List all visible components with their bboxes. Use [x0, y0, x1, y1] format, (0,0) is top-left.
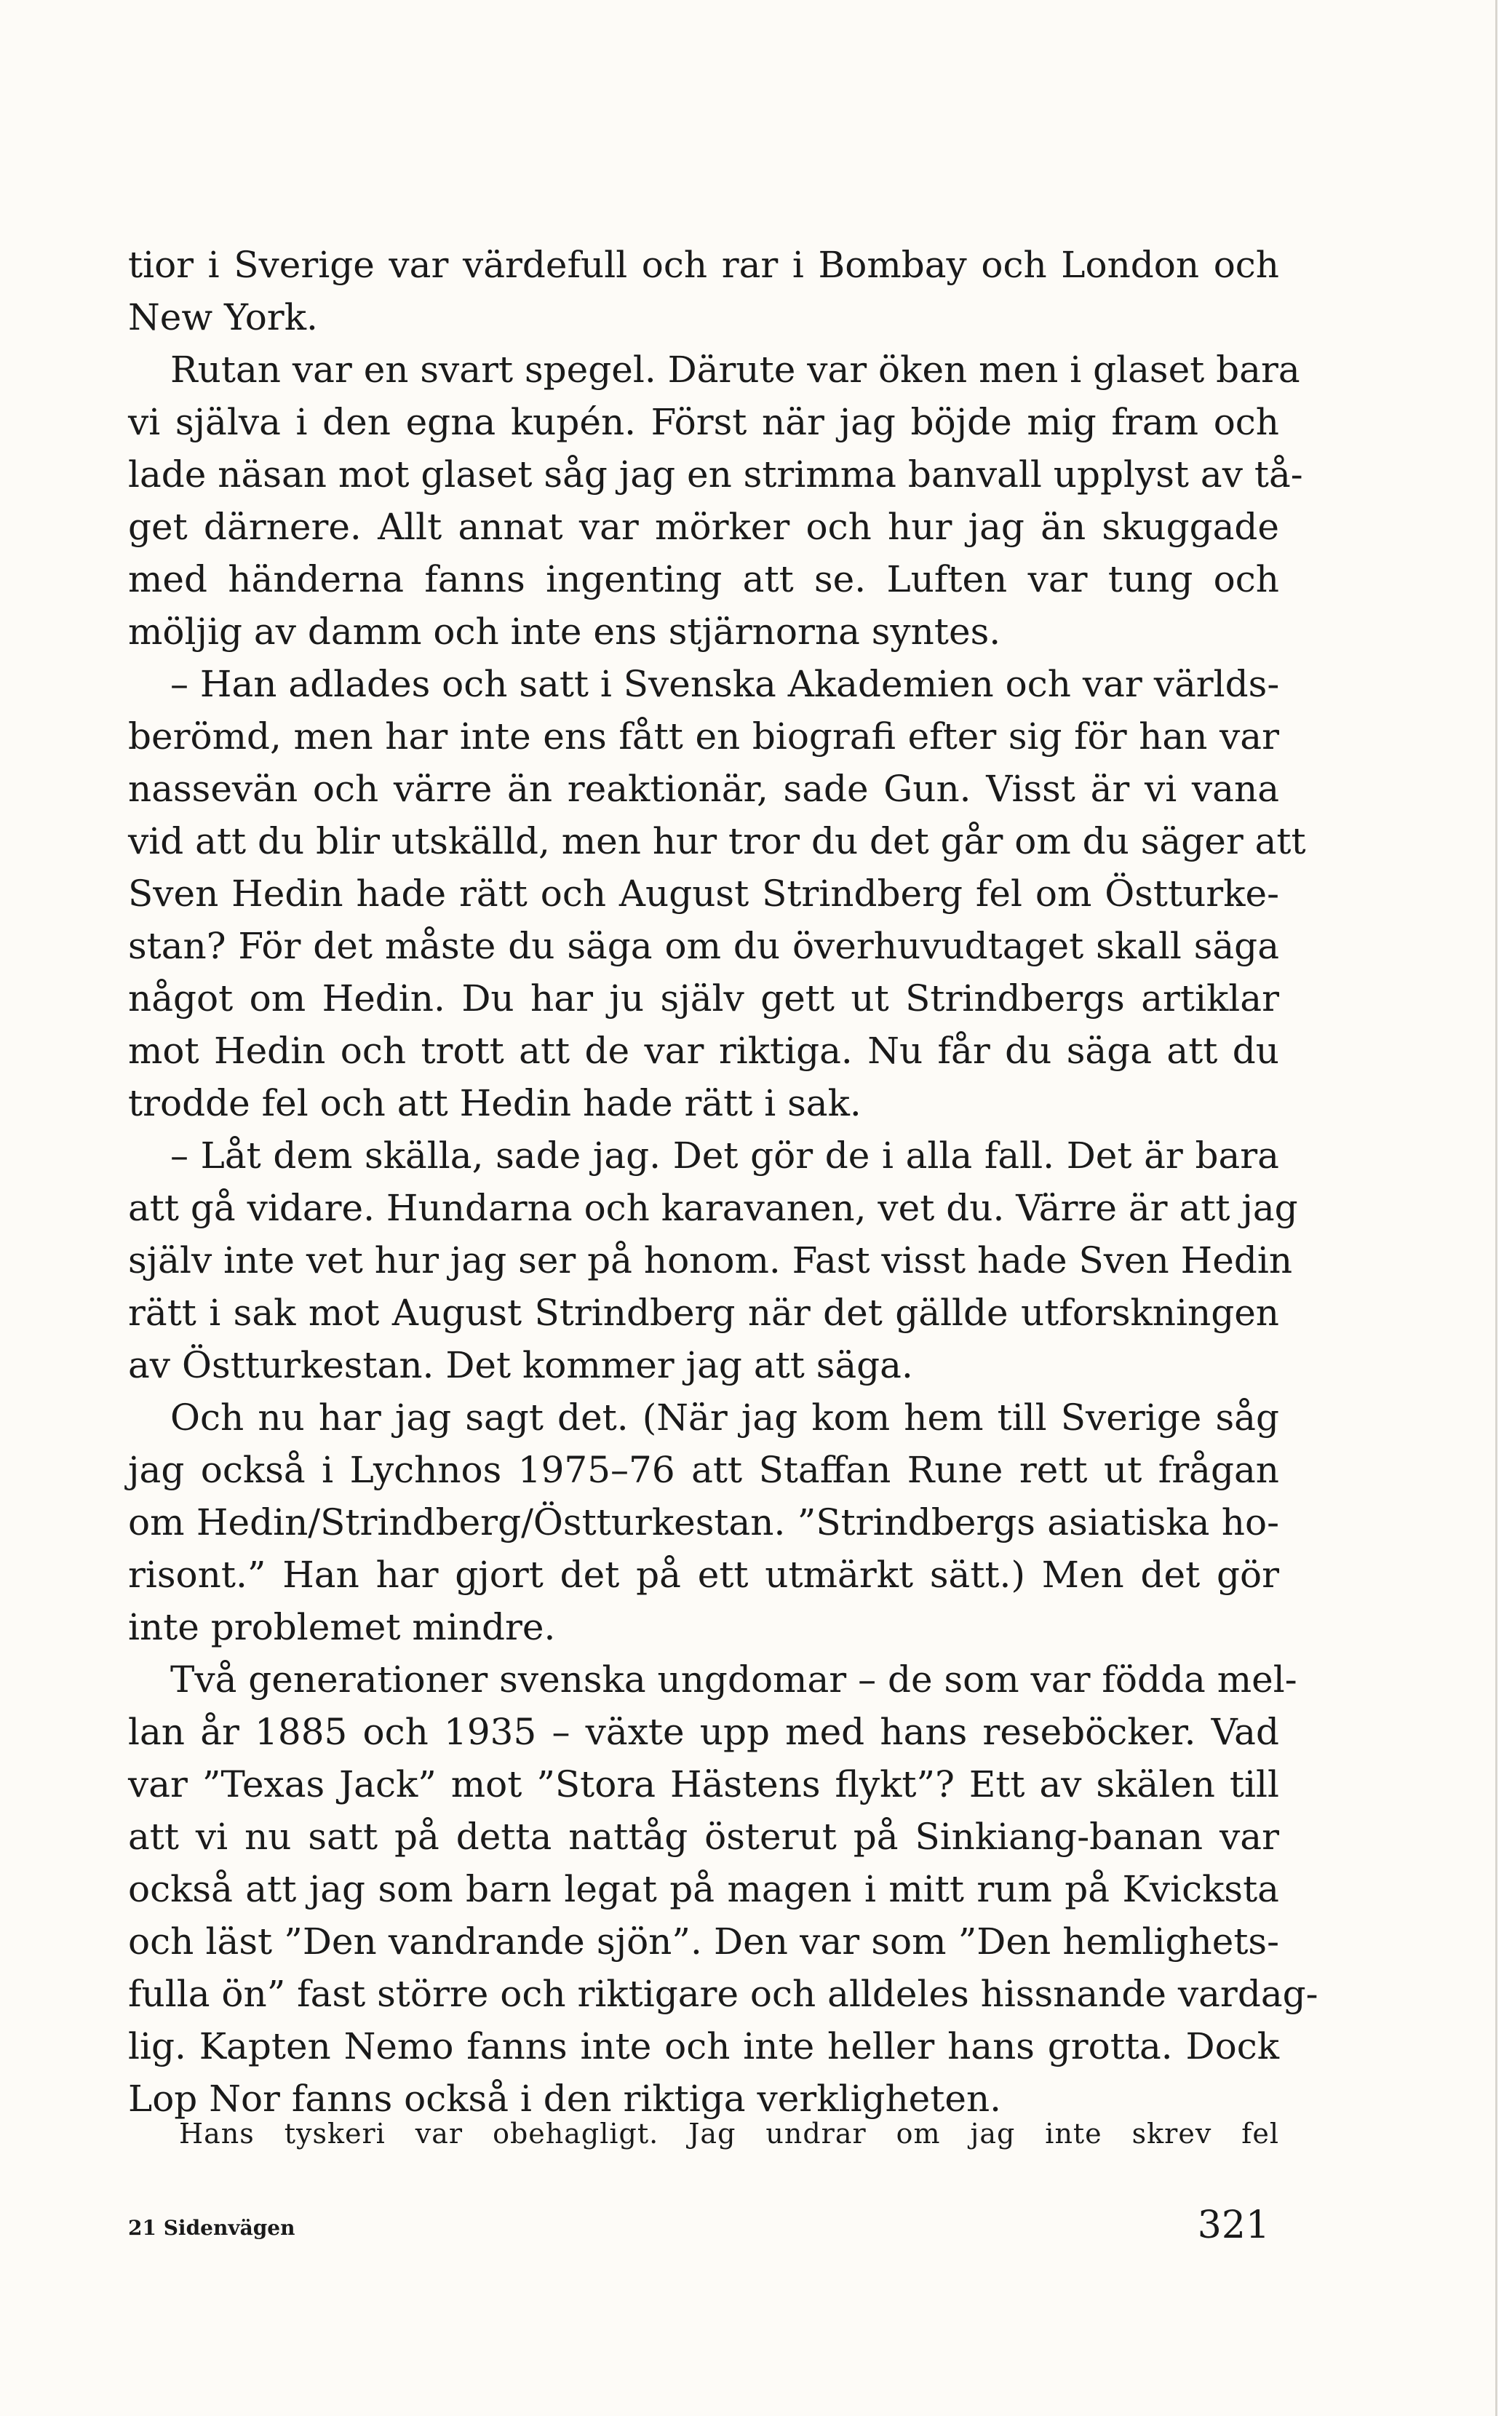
text-line: att gå vidare. Hundarna och karavanen, vet du. Värre är att jag — [128, 1187, 1298, 1229]
text-line: New York. — [128, 296, 318, 338]
text-line: vi själva i den egna kupén. Först när jag böjde mig fram och — [128, 401, 1279, 443]
text-line: – Låt dem skälla, sade jag. Det gör de i alla fall. Det är bara — [170, 1135, 1279, 1177]
paragraph — [128, 343, 1303, 658]
paragraph — [128, 658, 1306, 1129]
text-line: lan år 1885 och 1935 – växte upp med hans reseböcker. Vad — [128, 1711, 1279, 1753]
paragraph — [128, 1129, 1298, 1391]
text-line: med händerna fanns ingenting att se. Luften var tung och — [128, 558, 1279, 600]
paragraph — [128, 1653, 1318, 2125]
text-line: get därnere. Allt annat var mörker och hur jag än skuggade — [128, 506, 1279, 548]
text-line: stan? För det måste du säga om du överhuvudtaget skall säga — [128, 925, 1279, 967]
paragraph — [128, 239, 1279, 343]
text-line: berömd, men har inte ens fått en biografi efter sig för han var — [128, 715, 1279, 758]
text-line: om Hedin/Strindberg/Östturkestan. ”Strindbergs asiatiska ho- — [128, 1501, 1279, 1543]
text-line: risont.” Han har gjort det på ett utmärkt sätt.) Men det gör — [128, 1554, 1279, 1596]
text-line: nassevän och värre än reaktionär, sade Gun. Visst är vi vana — [128, 768, 1279, 810]
text-line: fulla ön” fast större och riktigare och alldeles hissnande vardag- — [128, 1973, 1318, 2015]
text-line: mot Hedin och trott att de var riktiga. Nu får du säga att du — [128, 1030, 1279, 1072]
text-line: trodde fel och att Hedin hade rätt i sak. — [128, 1082, 862, 1124]
text-line: också att jag som barn legat på magen i mitt rum på Kvicksta — [128, 1868, 1279, 1910]
text-line: att vi nu satt på detta nattåg österut på Sinkiang-banan var — [128, 1816, 1279, 1858]
text-line: rätt i sak mot August Strindberg när det gällde utforskningen — [128, 1292, 1279, 1334]
text-line: möljig av damm och inte ens stjärnorna syntes. — [128, 611, 1001, 653]
text-line: och läst ”Den vandrande sjön”. Den var som ”Den hemlighets- — [128, 1920, 1279, 1963]
text-line: vid att du blir utskälld, men hur tror du det går om du säger att — [128, 820, 1306, 862]
page-number: 321 — [1197, 2204, 1270, 2247]
paragraph — [128, 1391, 1279, 1653]
text-line: själv inte vet hur jag ser på honom. Fast visst hade Sven Hedin — [128, 1239, 1293, 1281]
signature-mark: 21 Sidenvägen — [128, 2216, 295, 2240]
text-line: jag också i Lychnos 1975–76 att Staffan Rune rett ut frågan — [128, 1449, 1279, 1491]
text-line: Lop Nor fanns också i den riktiga verkligheten. — [128, 2078, 1002, 2120]
text-line: Och nu har jag sagt det. (När jag kom hem till Sverige såg — [170, 1396, 1279, 1439]
text-line: något om Hedin. Du har ju själv gett ut Strindbergs artiklar — [128, 977, 1279, 1020]
text-line: – Han adlades och satt i Svenska Akademien och var världs- — [170, 663, 1280, 705]
text-line: tior i Sverige var värdefull och rar i Bombay och London och — [128, 244, 1279, 286]
text-line: Sven Hedin hade rätt och August Strindberg fel om Östturke- — [128, 873, 1279, 915]
text-line: var ”Texas Jack” mot ”Stora Hästens flykt”? Ett av skälen till — [128, 1763, 1279, 1805]
text-line: lig. Kapten Nemo fanns inte och inte heller hans grotta. Dock — [128, 2025, 1279, 2067]
body-text — [128, 239, 1318, 2125]
text-line: inte problemet mindre. — [128, 1606, 556, 1648]
small-print-line: Hans tyskeri var obehagligt. Jag undrar om jag inte skrev fel — [179, 2118, 1279, 2150]
text-line: lade näsan mot glaset såg jag en strimma banvall upplyst av tå- — [128, 453, 1303, 496]
text-line: av Östturkestan. Det kommer jag att säga. — [128, 1344, 913, 1386]
text-line: Rutan var en svart spegel. Därute var öken men i glaset bara — [170, 349, 1300, 391]
text-line: Två generationer svenska ungdomar – de som var födda mel- — [170, 1658, 1297, 1701]
